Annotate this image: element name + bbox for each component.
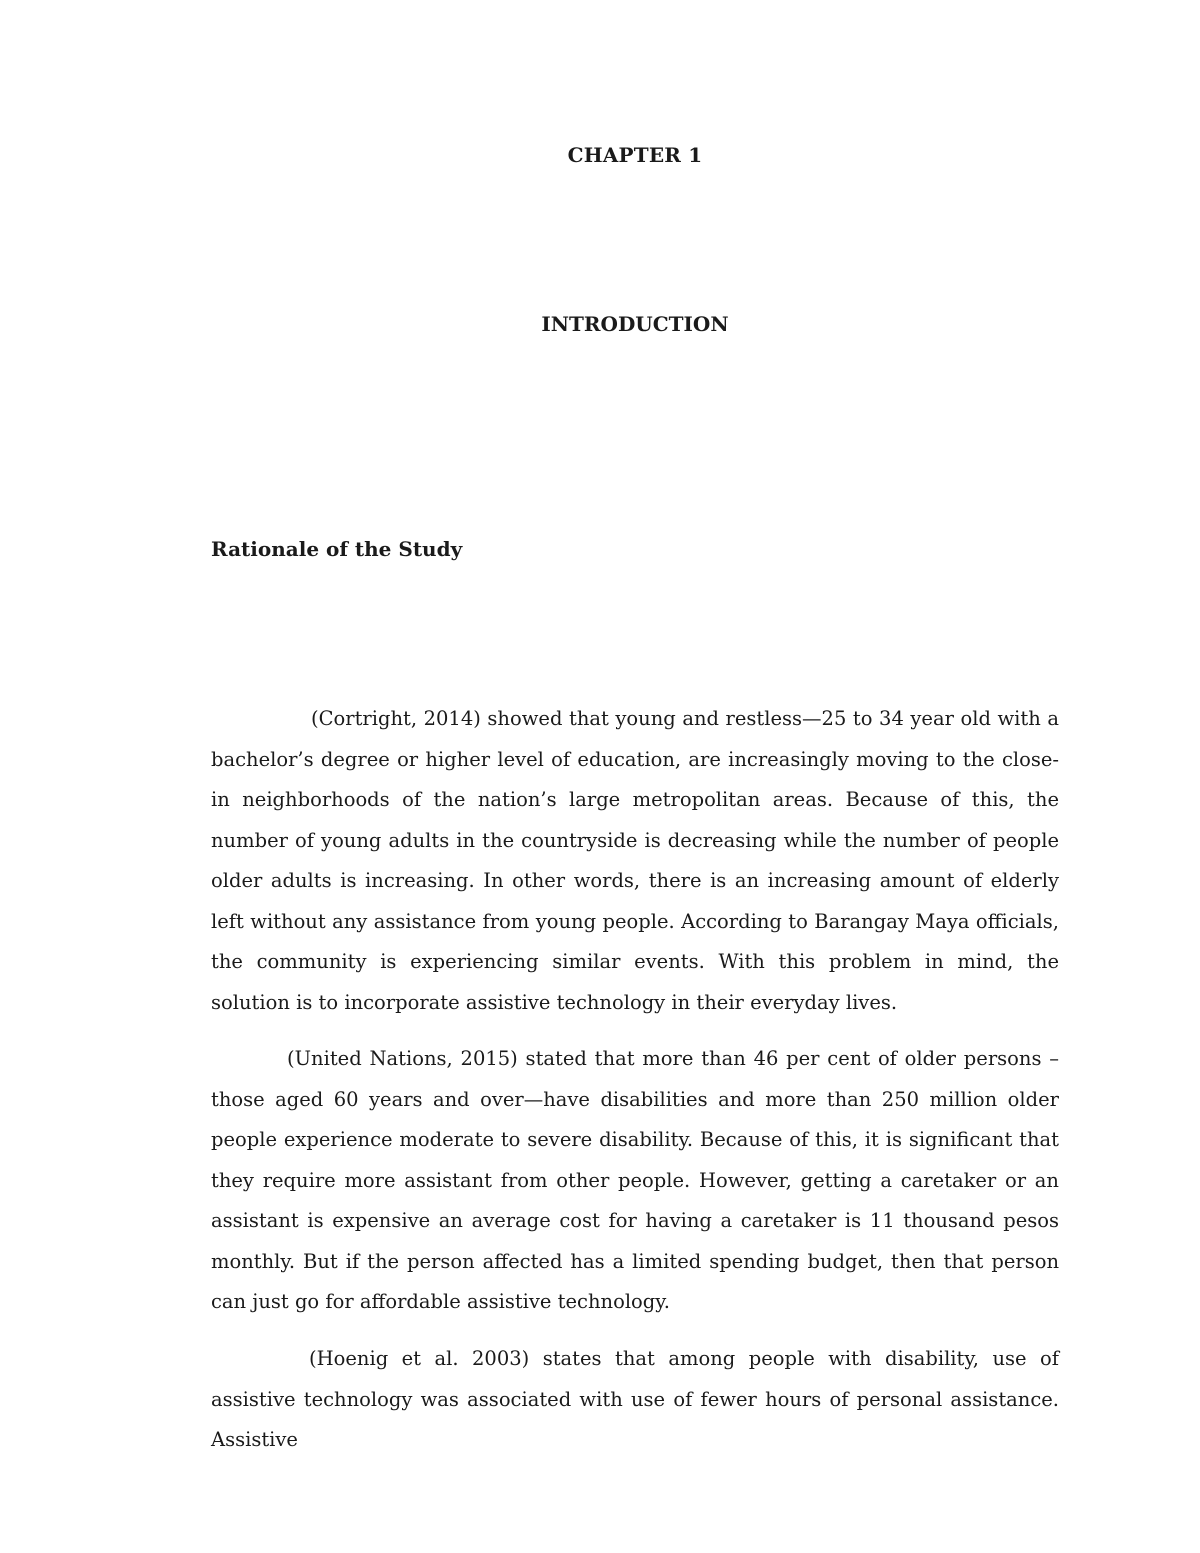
chapter-label: CHAPTER 1: [567, 143, 703, 167]
section-heading: Rationale of the Study: [211, 537, 463, 561]
chapter-title: INTRODUCTION: [541, 312, 729, 336]
paragraph-3: (Hoenig et al. 2003) states that among people with disability, use of assistive technology was associated with use of fewer hours of personal assistance. Assistive: [211, 1347, 1059, 1451]
paragraph-2: (United Nations, 2015) stated that more than 46 per cent of older persons – those aged 60 years and over—have disabilities and more than 250 million older people experience moderate to severe disability. Because of this, it is significant that they require more assistant from other people. However, getting a caretaker or an assistant is expensive an average cost for having a caretaker is 11 thousand pesos monthly. But if the person affected has a limited spending budget, then that person can just go for affordable assistive technology.: [211, 1047, 1059, 1313]
paragraph-1: (Cortright, 2014) showed that young and restless—25 to 34 year old with a bachelor’s degree or higher level of education, are increasingly moving to the close-in neighborhoods of the nation’s large metropolitan areas. Because of this, the number of young adults in the countryside is decreasing while the number of people older adults is increasing. In other words, there is an increasing amount of elderly left without any assistance from young people. According to Barangay Maya officials, the community is experiencing similar events. With this problem in mind, the solution is to incorporate assistive technology in their everyday lives.: [211, 707, 1059, 1014]
